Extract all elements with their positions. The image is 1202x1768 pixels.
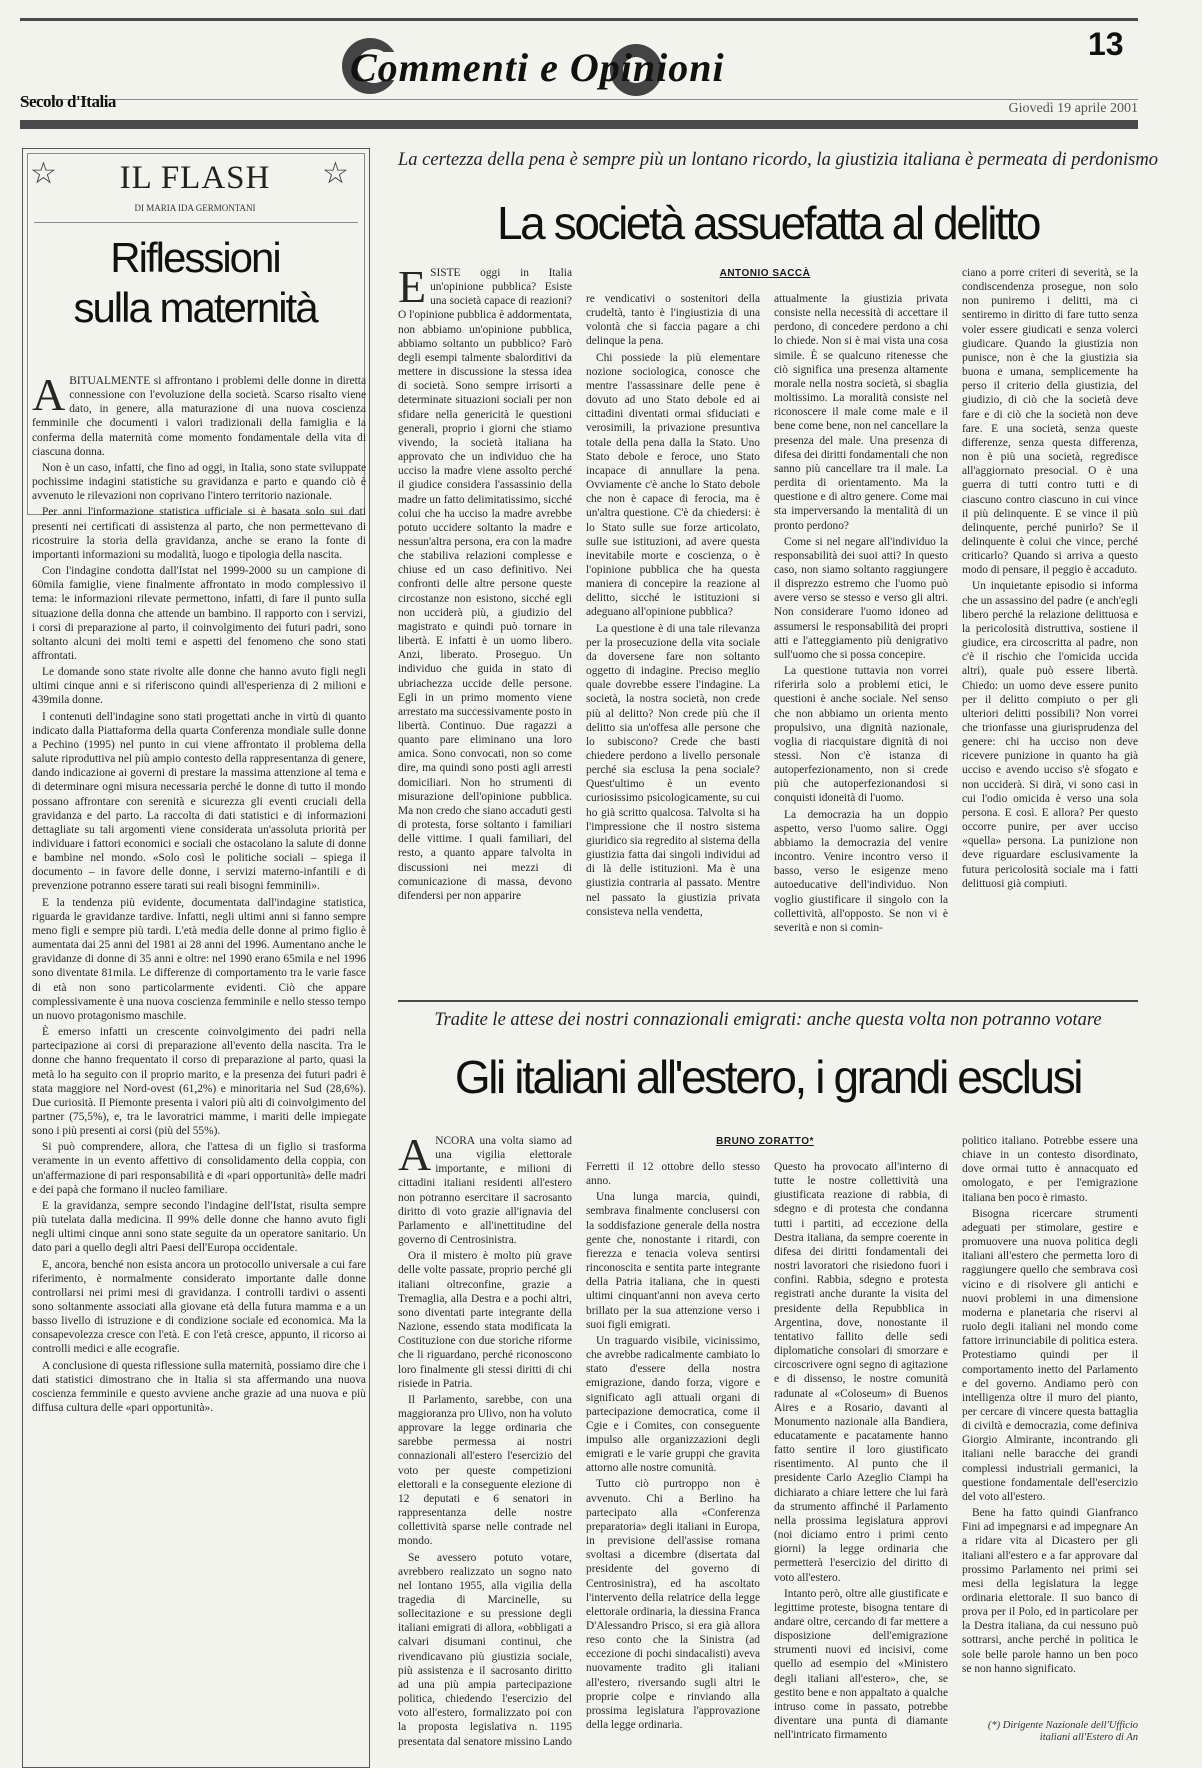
section-title-text: Commenti e Opinioni xyxy=(350,45,725,90)
flash-headline-line2: sulla maternità xyxy=(73,284,317,331)
article1-paragraph: attualmente la giustizia privata consiste nella necessità di accettare il perdono, di concedere perdono a chi lo chiede. Non si è mai vista una cosa simile. È se qualcuno ritenesse che ciò significa una presenza altamente morale nella nostra società, si sbaglia moltissimo. La moralità consiste nel riconoscere il male come male e il bene come bene, non nel cancellare la presenza del male. Una presenza di difesa dei diritti fondamentali che non sanno più cancellare tra il male. La perdita di orientamento. Ma la questione e di altro genere. Come mai sta imperversando la mentalità di un pronto perdono? xyxy=(774,293,948,532)
flash-paragraph: Per anni l'informazione statistica ufficiale si è basata solo sui dati presenti nei certificati di assistenza al parto, che non permettevano di ricostruire la storia della gravidanza, anche se erano la fonte di importanti informazioni su modalità, luogo e tipologia della nascita. xyxy=(32,506,366,561)
article1-dropcap: E xyxy=(398,266,427,312)
article2-paragraph: Bene ha fatto quindi Gianfranco Fini ad impegnarsi e ad impegnare An a ridare vita al Dicastero per gli italiani all'estero e a far approvare dal prossimo Parlamento nei primi sei mesi della legislatura la legge ordinaria elettorale. Il suo banco di prova per il Polo, ed in particolare per la Destra italiana, da cui nessuno può sottrarsi, anche perché in politica le sole belle parole hanno un ben poco se non hanno significato. xyxy=(962,1507,1138,1675)
article2-byline: BRUNO ZORATTO* xyxy=(716,1136,814,1147)
article1-kicker: La certezza della pena è sempre più un lontano ricordo, la giustizia italiana è permeata di perdonismo xyxy=(398,150,1158,170)
article2-paragraph: Se avessero potuto votare, avrebbero realizzato un sogno nato nel lontano 1955, alla vigilia della tragedia di Marcinelle, su sollecitazione e su pressione degli italiani emigrati di allora, «obbligati a calvari disumani continui, che rivendicavano più giustizia sociale, più assistenza e il sacrosanto diritto ad una più ampia partecipazione politica, chiedendo l'esercizio del voto all'estero, formalizzato poi con la proposta legislativa n. 1195 presentata dal senatore missino Lando xyxy=(398,1551,572,1748)
issue-date: Giovedì 19 aprile 2001 xyxy=(1008,101,1138,116)
article1-paragraph: Chi possiede la più elementare nozione sociologica, conosce che mentre l'assassinare delle pene è dovuto ad uno Stato debole ed ai cittadini diventati ormai sfiduciati e verosimili, la privazione presuntiva totale della pena dalla la Stato. Uno Stato debole e feroce, uno Stato incapace di annullare la pena. Ovviamente c'è anche lo Stato debole che non è capace di ferocia, ma è un'altra questione. C'è da chiedersi: è lo Stato sulle sue forze articolato, sulle sue istituzioni, ad avere questa inevitabile morte e coscienza, o è l'opinione pubblica che ha questa maniera di concepire la reazione al delitto, sicché le istituzioni si adeguano all'opinione pubblica? xyxy=(586,351,760,619)
article2-paragraph: Un traguardo visibile, vicinissimo, che avrebbe radicalmente cambiato lo stato d'essere della nostra emigrazione, dando forza, vigore e significato agli attuali organi di partecipazione democratica, come il Cgie e i Comites, con conseguente impulso alle organizzazioni degli emigrati e le varie gruppi che gravita attorno alle nostre comunità. xyxy=(586,1334,760,1475)
article-divider xyxy=(398,1000,1138,1002)
flash-paragraph: A conclusione di questa riflessione sulla maternità, possiamo dire che i dati statistici dimostrano che in Italia si sta affermando una nuova coscienza femminile e questo avviene anche grazie ad una nuova e più diffusa cultura delle «pari opportunità». xyxy=(32,1359,366,1415)
article2-paragraph: Una lunga marcia, quindi, sembrava finalmente conclusersi con la soddisfazione generale della nostra gente che, nonostante i ritardi, con fierezza e tenacia voleva sentirsi rinconoscita e sentita parte integrante della Patria italiana, che in questi ultimi cinquant'anni non aveva certo brillato per la sua attenzione verso i suoi figli emigrati. xyxy=(586,1191,760,1331)
flash-paragraph: E la gravidanza, sempre secondo l'indagine dell'Istat, risulta sempre più tutelata dalla medicina. Il 99% delle donne che hanno avuto figli negli ultimi cinque anni sono state seguite da un operatore sanitario. Un dato pari a quello degli altri Paesi dell'Europa occidentale. xyxy=(32,1199,366,1255)
article1-paragraph: La questione tuttavia non vorrei riferirla solo a problemi etici, le questioni è anche sociale. Nel senso che non abbiamo un orienta mento propulsivo, una dignità nazionale, voglia di riacquistare dignità di noi stessi. Non c'è istanza di autoperfezionamento, non si crede più che autoperfezionandosi si conquisti idoneità di l'uomo. xyxy=(774,665,948,805)
article2-paragraph: Il Parlamento, sarebbe, con una maggioranza pro Ulivo, non ha voluto approvare la legge ordinaria che sarebbe permessa ai nostri connazionali all'estero l'esercizio del voto per queste competizioni elettorali e la conseguente elezione di 12 deputati e 6 senatori in rappresentanza delle nostre collettività sparse nelle contrade nel mondo. xyxy=(398,1393,572,1548)
article2-paragraph: NCORA una volta siamo ad una vigilia elettorale importante, e milioni di cittadini italiani residenti all'estero non potranno esercitare il sacrosanto diritto di voto grazie all'ignavia del Parlamento e all'inettitudine del governo di Centrosinistra. xyxy=(398,1135,572,1247)
star-icon-left: ☆ xyxy=(30,156,57,191)
flash-paragraph: BITUALMENTE si affrontano i problemi delle donne in diretta connessione con l'evoluzione della società. Scarso risalto viene dato, in genere, alla maturazione di una nuova coscienza femminile che documenti i valori tradizionali della famiglia e la conferma della maternità come momento fondamentale della vita di ciascuna donna. xyxy=(32,375,366,458)
article2-column-4 xyxy=(962,1134,1138,1718)
flash-rubric: IL FLASH xyxy=(119,160,271,196)
article2-paragraph: Intanto però, oltre alle giustificate e legittime proteste, bisogna tentare di andare oltre, cercando di far mettere a disposizione dell'emigrazione strumenti nuovi ed incisivi, come quello ad esempio del «Ministero degli italiani all'estero», che, se gestito bene e non appaltato a qualche intruso come in passato, potrebbe diventare una punta di diamante nell'intricato firmamento xyxy=(774,1587,948,1742)
flash-author: DI MARIA IDA GERMONTANI xyxy=(134,203,256,213)
star-icon-right: ☆ xyxy=(322,156,349,191)
article1-headline: La società assuefatta al delitto xyxy=(496,197,1040,249)
article2-paragraph: Bisogna ricercare strumenti adeguati per stimolare, gestire e promuovere una nuova politica degli italiani all'estero che permetta loro di raggiungere quello che sembrava così vicino e di risolvere gli antichi e nuovi problemi in una dimensione moderna e planetaria che riservi al ruolo degli italiani nel mondo come fattore irrinunciabile di politica estera. Protestiamo quindi per il comportamento inetto del Parlamento e del governo. Andiamo però con intelligenza oltre il muro del pianto, per cercare di vincere questa battaglia di civiltà e democrazia, come definiva Giorgio Almirante, incontrando gli italiani nelle baracche dei grandi complessi industriali germanici, la questione fondamentale dell'esercizio del voto all'estero. xyxy=(962,1207,1138,1503)
newspaper-logo: Secolo d'Italia xyxy=(20,92,116,111)
flash-paragraph: E, ancora, benché non esista ancora un protocollo universale a cui fare riferimento, è normalmente considerato importante dalle donne controllarsi nei primi mesi di gravidanza. I controlli tardivi o assenti sono soltanmente associati alla giovane età della futura mamma e a un basso livello di istruzione e di condizione sociale ed economica. Ma la consapevolezza cresce con l'età. E con l'età cresce, appunto, il ricorso ai controlli medici e alle ecografie. xyxy=(32,1258,366,1356)
article1-column-4 xyxy=(962,266,1138,992)
article2-kicker: Tradite le attese dei nostri connazionali emigrati: anche questa volta non potranno votare xyxy=(434,1010,1102,1030)
article2-headline: Gli italiani all'estero, i grandi esclusi xyxy=(454,1051,1082,1103)
flash-paragraph: Con l'indagine condotta dall'Istat nel 1999-2000 su un campione di 60mila famiglie, viene finalmente affrontato in modo complessivo il tema: le informazioni rilevate permettono, infatti, di fare il punto sulla situazione della donna che attende un bambino. Il rapporto con i servizi, i corsi di preparazione al parto, il coinvolgimento dei futuri padri, sono soltanto alcuni dei molti temi e aspetti del fenomeno che sono stati affrontati. xyxy=(32,565,366,662)
flash-body xyxy=(32,374,366,1744)
article2-paragraph: Questo ha provocato all'interno di tutte le nostre collettività una giustificata reazione di rabbia, di sdegno e di protesta che condanna tutti i partiti, ad eccezione della Destra italiana, da sempre coerente in difesa dei diritti fondamentali dei nostri lavoratori che risiedono fuori i confini. Rabbia, sdegno e protesta registrati anche durante la visita del presidente della Repubblica in Argentina, dove, nonostante il tentativo fallito delle sedi diplomatiche consolari di smorzare e circoscrivere ogni segno di agitazione e di dissenso, le nostre comunità radunate al «Coloseum» di Buenos Aires e a Rosario, davanti al Monumento nazionale alla Bandiera, educatamente e pacatamente hanno fatto sentire il loro giustificato risentimento. Al punto che il presidente Carlo Azeglio Ciampi ha dichiarato a chiare lettere che lui farà da strumento affinché il Parlamento nella prossima legislatura approvi (noi diciamo entro i primi cento giorni) la legge ordinaria che permetterà l'esercizio del diritto di voto all'estero. xyxy=(774,1161,948,1584)
flash-paragraph: Non è un caso, infatti, che fino ad oggi, in Italia, sono state sviluppate pochissime indagini statistiche su gravidanza e parto e quando ciò è avvenuto le rilevazioni non coprivano l'intero territorio nazionale. xyxy=(32,461,366,503)
article2-column-2 xyxy=(586,1160,760,1748)
article1-paragraph: ciano a porre criteri di severità, se la condiscendenza prosegue, non solo non puniremo i delitti, ma ci sentiremo in diritto di fare tutto senza voler essere giudicati e senza volerci giudicare. Quando la giustizia non punisce, non è che la giustizia sia buona e umana, semplicemente ha perso il criterio della giustizia, del giudizio, di ciò che la società deve fare e di ciò che la società non deve fare. E una società, senza queste differenze, senza questa differenza, non è più una società, regredisce all'aggiornato presocial. O è una guerra di tutti contro tutti e di ciascuno contro ciascuno in cui vince il più delinquente. E se vince il più delinquente, perché punirlo? Se il delinquente è colui che vince, perché criticarlo? Quando si arriva a questo modo di pensare, il peggio è accaduto. xyxy=(962,267,1138,577)
article1-column-3 xyxy=(774,292,948,992)
flash-paragraph: Si può comprendere, allora, che l'attesa di un figlio si trasforma veramente in un evento affettivo di consolidamento della coppia, con un'affermazione di pari responsabilità e di «pari opportunità» delle madri e dei papà che formano il nucleo familiare. xyxy=(32,1141,366,1196)
flash-author-rule xyxy=(34,222,358,223)
flash-headline-line1: Riflessioni xyxy=(110,234,280,281)
flash-dropcap: A xyxy=(32,374,66,420)
article2-dropcap: A xyxy=(398,1134,432,1180)
top-rule xyxy=(20,18,1138,21)
masthead-thin-rule xyxy=(20,99,1138,100)
article1-paragraph: Come si nel negare all'individuo la responsabilità dei suoi atti? In questo caso, non siamo soltanto raggiungere il disprezzo estremo che l'uomo può avere verso se stesso e verso gli altri. Non considerare l'uomo idoneo ad assumersi le responsabilità dei propri atti e l'atteggiamento più denigrativo sull'uomo che si possa concepire. xyxy=(774,535,948,661)
article1-paragraph: La democrazia ha un doppio aspetto, verso l'uomo salire. Oggi abbiamo la democrazia del venire incontro. Venire incontro verso il basso, verso le esigenze meno autoeducative dell'individuo. Non voglio giustificare il singolo con la collettività, all'opposto. Se non vi è severità e non si comin- xyxy=(774,808,948,934)
article1-paragraph: SISTE oggi in Italia un'opinione pubblica? Esiste una società capace di reazioni? O l'opinione pubblica è addormentata, non abbiamo un'opinione pubblica, abbiamo soltanto un pubblico? Farò degli esempi talmente sbalorditivi da mettere in discussione la stessa idea di società. Sono sempre irrisorti a determinate situazioni sociali per non sfidare nella genericità le questioni generali, proprio i giorni che stiamo vivendo, la società italiana ha approvato che un individuo che ha ucciso la madre viene assolto perché il giudice considera l'assassinio della madre un fatto delimitatissimo, sicché colui che ha ucciso la madre avrebbe potuto uccidere soltanto la madre e nessun'altra persona, era con la madre che stabiliva relazioni complesse e chiuse ed un caso definitivo. Nei confronti delle altre persone queste circostanze non esistono, sicché egli non ucciderà più, a giudizio del magistrato e quindi può tornare in libertà. E infatti è un uomo libero. Anzi, liberato. Proseguo. Un individuo che guida in stato di ubriachezza uccide delle persone. Egli in un primo momento viene arrestato ma successivamente posto in libertà. Continuo. Due ragazzi a quanto pare eliminano una loro amica. Sono convocati, non so come dire, ma quindi sono posti agli arresti domiciliari. Non ho strumenti di misurazione dell'opinione pubblica. Ma non credo che siano accaduti gesti di protesta, forse soltanto i familiari delle vittime. I quali familiari, del resto, a quanto appare talvolta in discussioni nei mezzi di comunicazione di massa, devono difendersi per non apparire xyxy=(398,267,572,902)
masthead-bar xyxy=(20,120,1138,129)
article2-paragraph: politico italiano. Potrebbe essere una chiave in un contesto disordinato, dove ormai tutto è annacquato ed omologato, e per l'emigrazione italiana ben poco è rimasto. xyxy=(962,1135,1138,1204)
article1-paragraph: La questione è di una tale rilevanza per la prosecuzione della vita sociale da doversene fare non soltanto oggetto di indagine. Preciso meglio quale dovrebbe essere l'indagine. La società, la nostra società, non crede più al delitto? Non crede più che il delitto sia un'offesa alle persone che lo subiscono? Crede che basti chiedere perdono a livello personale perché sia esclusa la pena sociale? Quest'ultimo è un evento curiosissimo psicologicamente, su cui ho già scritto qualcosa. Talvolta si ha l'impressione che il nostro sistema giuridico sia regredito al sistema della giustizia fatta dai singoli individui ad di là delle istituzioni. Ma è una giustizia contraria al passato. Mentre nel passato la giustizia privata consisteva nella vendetta, xyxy=(586,622,760,918)
section-title xyxy=(340,22,810,100)
article1-paragraph: Un inquietante episodio si informa che un assassino del padre (e anch'egli libero perché la relazione delittuosa e la pericolosità distruttiva, sostiene il giudice, era circoscritta al padre, non c'è il rischio che l'omicida uccida altri), quale può essere libertà. Chiedo: un uomo deve essere punito per il delitto compiuto o per gli ulteriori delitti possibili? Non vorrei che trionfasse una giurisprudenza del genere: chi ha ucciso non deve ricevere punizione in quanto ha già ucciso e avendo ucciso s'è sfogato e non ucciderà. Si dirà, vi sono casi in cui l'odio omicida è verso una sola persona. E così. E allora? Per questo occorre punire, per aver ucciso «quella» persona. La punizione non deve riguardare esclusivamente la futura pericolosità sociale ma i fatti delittuosi già compiuti. xyxy=(962,580,1138,890)
article1-paragraph: re vendicativi o sostenitori della crudeltà, tanto è l'ingiustizia di una volontà che si faccia pagare a chi delinque la pena. xyxy=(586,293,760,348)
article2-paragraph: Ora il mistero è molto più grave delle volte passate, proprio perché gli italiani oltreconfine, grazie a Tremaglia, alla Destra e a pochi altri, sono diventati parte integrante della Nazione, essendo stata modificata la Costituzione con due storiche riforme che li riguardano, perché riconoscono loro finalmente gli stessi diritti di chi risiede in Patria. xyxy=(398,1250,572,1390)
page-number: 13 xyxy=(1088,26,1124,62)
article2-paragraph: Ferretti il 12 ottobre dello stesso anno. xyxy=(586,1161,760,1188)
article2-column-3 xyxy=(774,1160,948,1748)
flash-paragraph: È emerso infatti un crescente coinvolgimento dei padri nella partecipazione ai corsi di preparazione all'evento della nascita. Tra le donne che hanno frequentato il corso di preparazione al parto, quasi la metà lo ha seguito con il proprio marito, e la presenza dei futuri padri è stata maggiore nel Nord-ovest (61,2%) e minoritaria nel Sud (28,6%). Due curiosità. Il Piemonte presenta i valori più alti di coinvolgimento del partner (75,5%), e, tra le lavoratrici mamme, i mariti delle impiegate sono i più presenti ai corsi (più del 55%). xyxy=(32,1026,366,1138)
article1-column-1 xyxy=(398,266,572,991)
article1-byline: ANTONIO SACCÀ xyxy=(719,268,811,279)
article1-column-2 xyxy=(586,292,760,992)
flash-paragraph: E la tendenza più evidente, documentata dall'indagine statistica, riguarda le gravidanze tardive. Infatti, negli ultimi anni si fanno sempre meno figli e sempre più tardi. L'età media delle donne al primo figlio è aumentata dai 25 anni del 1981 ai 28 anni del 1996. Aumentano anche le gravidanze di donne di 35 anni e oltre: nel 1990 erano 65mila e nel 1996 sono diventate 81mila. Le differenze di comportamento tra le varie fasce di età non sono particolarmente evidenti. Ciò che appare complessivamente è una nuova coscienza femminile e nello stesso tempo un nuovo protagonismo maschile. xyxy=(32,896,366,1022)
flash-paragraph: Le domande sono state rivolte alle donne che hanno avuto figli negli ultimi cinque anni e si riferiscono quindi all'esperienza di 2 milioni e 439mila donne. xyxy=(32,666,366,707)
article2-column-1 xyxy=(398,1134,572,1748)
article2-paragraph: Tutto ciò purtroppo non è avvenuto. Chi a Berlino ha partecipato alla «Conferenza preparatoria» degli italiani in Europa, in previsione dell'assise romana svoltasi a dicembre (disertata dal presidente del governo di Centrosinistra), ed ha ascoltato l'intervento della relatrice della legge elettorale ordinaria, la diessina Franca D'Alessandro Prisco, si era già allora reso conto che la Sinistra (ad eccezione di pochi sindacalisti) aveva nuovamente tradito gli italiani all'estero, riversando sugli altri le proprie colpe e rinviando alla prossima legislatura l'approvazione della legge ordinaria. xyxy=(586,1478,760,1732)
flash-paragraph: I contenuti dell'indagine sono stati progettati anche in virtù di quanto indicato dalla Piattaforma della quarta Conferenza mondiale sulle donne a Pechino (1995) nel punto in cui viene affrontato il problema della salute riproduttiva nel più ampio contesto della rappresentanza di genere, dando indicazione ai governi di prestare la massima attenzione al tema e di determinare ogni misura necessaria perché le donne di tutto il mondo possano affrontare con serenità e sicurezza gli eventi cruciali della gravidanza e del parto. La raccolta di dati statistici e di informazioni dettagliate su tali argomenti viene considerata un'assoluta priorità per individuare i fattori economici e sociali che ostacolano la salute di donne e bambine nel mondo. «Solo così le politiche sociali – spiega il documento – in favore delle donne, i servizi materno-infantili e di prevenzione potranno essere tarati sui reali bisogni femminili». xyxy=(32,710,366,893)
article2-footnote: (*) Dirigente Nazionale dell'Ufficio italiani all'Estero di An xyxy=(987,1720,1138,1743)
